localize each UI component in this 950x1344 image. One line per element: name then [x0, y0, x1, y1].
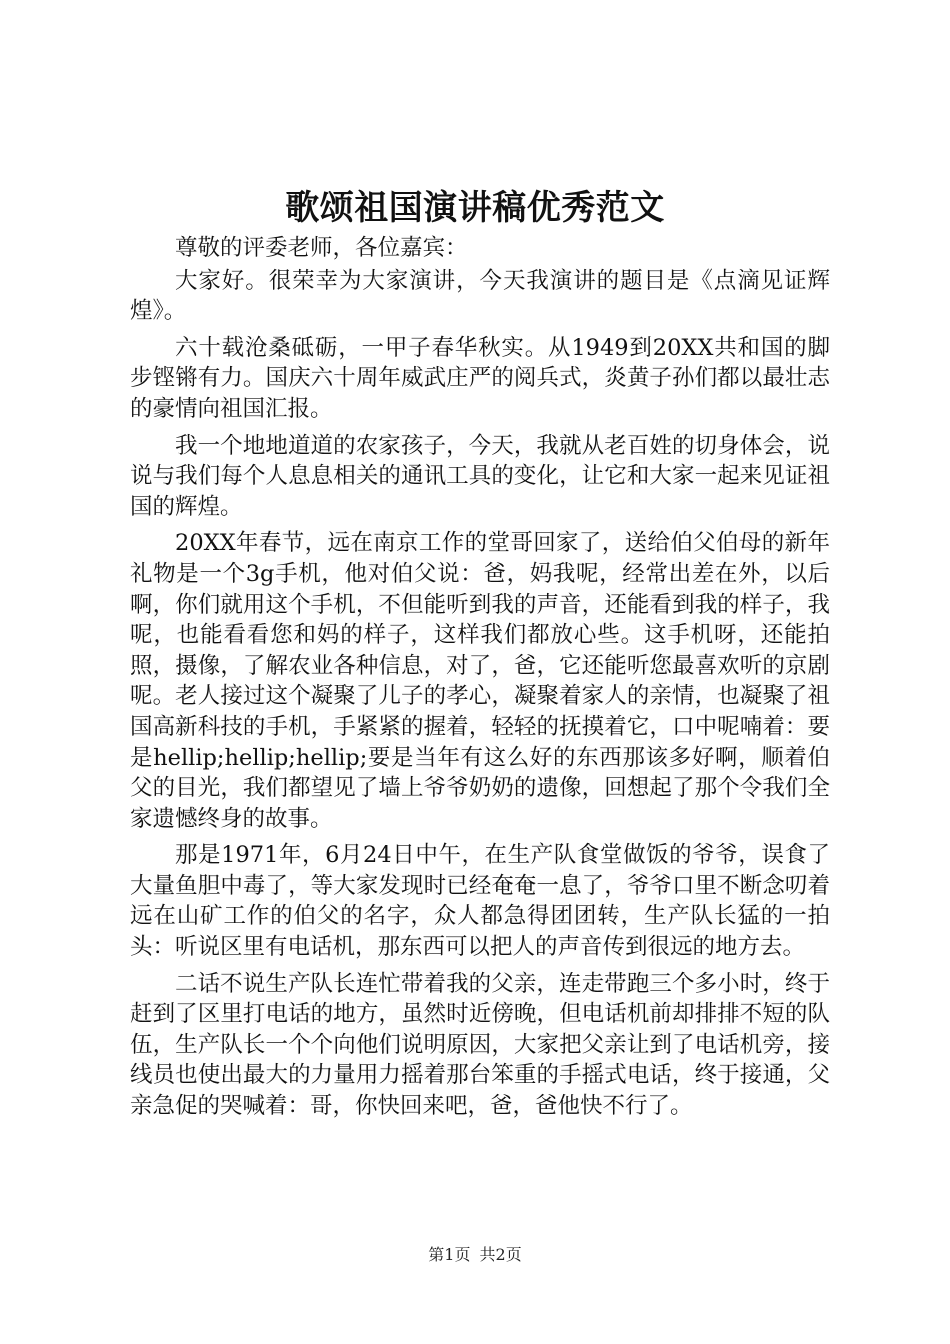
document-title: 歌颂祖国演讲稿优秀范文 — [285, 188, 665, 228]
page-number: 第1页 — [428, 1245, 471, 1264]
document-body — [130, 233, 830, 1128]
paragraph-4: 20XX年春节，远在南京工作的堂哥回家了，送给伯父伯母的新年礼物是一个3g手机，他对伯父说：爸，妈我呢，经常出差在外，以后啊，你们就用这个手机，不但能听到我的声音，还能看到我的样子，我呢，也能看看您和妈的样子，这样我们都放心些。这手机呀，还能拍照，摄像，了解农业各种信息，对了，爸，它还能听您最喜欢听的京剧呢。老人接过这个凝聚了儿子的孝心，凝聚着家人的亲情，也凝聚了祖国高新科技的手机，手紧紧的握着，轻轻的抚摸着它，口中呢喃着：要是hellip;hellip;hellip;要是当年有这么好的东西那该多好啊，顺着伯父的目光，我们都望见了墙上爷爷奶奶的遗像，回想起了那个令我们全家遗憾终身的故事。 — [130, 530, 830, 832]
page-footer — [0, 1245, 950, 1265]
paragraph-1: 大家好。很荣幸为大家演讲，今天我演讲的题目是《点滴见证辉煌》。 — [130, 267, 830, 325]
greeting-line: 尊敬的评委老师，各位嘉宾： — [175, 235, 468, 261]
paragraph-6: 二话不说生产队长连忙带着我的父亲，连走带跑三个多小时，终于赶到了区里打电话的地方，虽然时近傍晚，但电话机前却排排不短的队伍，生产队长一个个向他们说明原因，大家把父亲让到了电话机旁，接线员也使出最大的力量用力摇着那台笨重的手摇式电话，终于接通，父亲急促的哭喊着：哥，你快回来吧，爸，爸他快不行了。 — [130, 970, 830, 1120]
paragraph-2: 六十载沧桑砥砺，一甲子春华秋实。从1949到20XX共和国的脚步铿锵有力。国庆六十周年威武庄严的阅兵式，炎黄子孙们都以最壮志的豪情向祖国汇报。 — [130, 334, 830, 422]
paragraph-5: 那是1971年，6月24日中午，在生产队食堂做饭的爷爷，误食了大量鱼胆中毒了，等大家发现时已经奄奄一息了，爷爷口里不断念叨着远在山矿工作的伯父的名字，众人都急得团团转，生产队长猛的一拍头：听说区里有电话机，那东西可以把人的声音传到很远的地方去。 — [130, 842, 830, 961]
page-total: 共2页 — [479, 1245, 522, 1264]
paragraph-3: 我一个地地道道的农家孩子，今天，我就从老百姓的切身体会，说说与我们每个人息息相关的通讯工具的变化，让它和大家一起来见证祖国的辉煌。 — [130, 432, 830, 520]
